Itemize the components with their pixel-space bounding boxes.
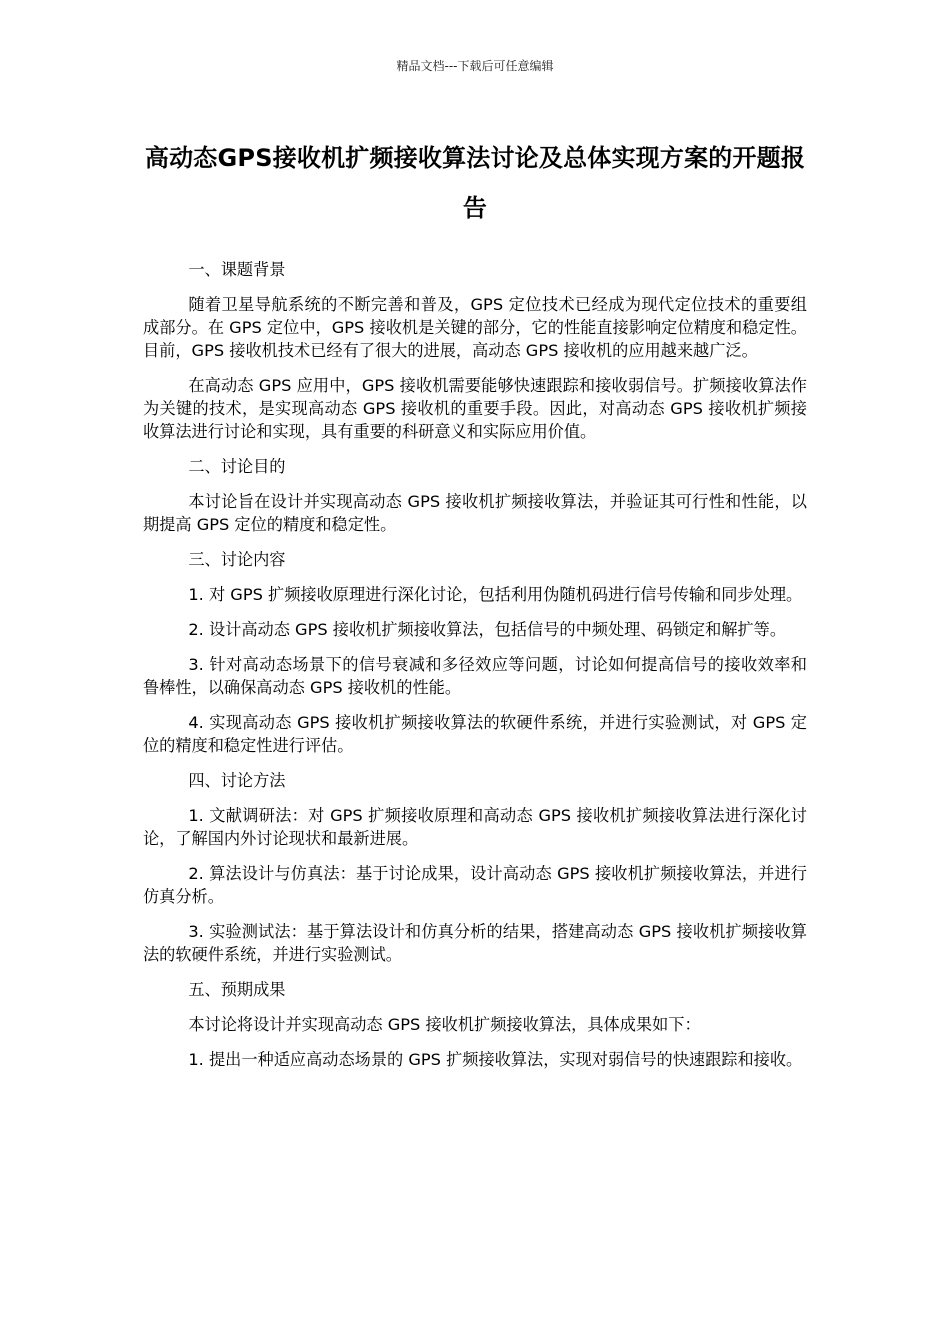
list-item: 1. 提出一种适应高动态场景的 GPS 扩频接收算法，实现对弱信号的快速跟踪和接收。 [188, 1050, 803, 1069]
section-heading-background: 一、课题背景 [188, 260, 286, 279]
list-item: 3. 针对高动态场景下的信号衰减和多径效应等问题，讨论如何提高信号的接收效率和鲁棒性，以确保高动态 GPS 接收机的性能。 [143, 655, 807, 697]
paragraph: 随着卫星导航系统的不断完善和普及，GPS 定位技术已经成为现代定位技术的重要组成部分。在 GPS 定位中，GPS 接收机是关键的部分，它的性能直接影响定位精度和稳定性。目前，GPS 接收机技术已经有了很大的进展，高动态 GPS 接收机的应用越来越广泛。 [143, 295, 807, 360]
list-item: 3. 实验测试法：基于算法设计和仿真分析的结果，搭建高动态 GPS 接收机扩频接收算法的软硬件系统，并进行实验测试。 [143, 922, 807, 964]
section-heading-purpose: 二、讨论目的 [188, 457, 286, 476]
list-item: 4. 实现高动态 GPS 接收机扩频接收算法的软硬件系统，并进行实验测试，对 GPS 定位的精度和稳定性进行评估。 [143, 713, 807, 755]
section-heading-methods: 四、讨论方法 [188, 771, 286, 790]
paragraph: 本讨论旨在设计并实现高动态 GPS 接收机扩频接收算法，并验证其可行性和性能，以期提高 GPS 定位的精度和稳定性。 [143, 492, 807, 534]
paragraph: 本讨论将设计并实现高动态 GPS 接收机扩频接收算法，具体成果如下： [188, 1015, 701, 1034]
list-item: 2. 设计高动态 GPS 接收机扩频接收算法，包括信号的中频处理、码锁定和解扩等。 [188, 620, 787, 639]
document-body [143, 258, 807, 1083]
section-heading-content: 三、讨论内容 [188, 550, 286, 569]
page-header: 精品文档---下载后可任意编辑 [396, 59, 554, 73]
paragraph: 在高动态 GPS 应用中，GPS 接收机需要能够快速跟踪和接收弱信号。扩频接收算法作为关键的技术，是实现高动态 GPS 接收机的重要手段。因此，对高动态 GPS 接收机扩频接收算法进行讨论和实现，具有重要的科研意义和实际应用价值。 [143, 376, 807, 441]
list-item: 1. 对 GPS 扩频接收原理进行深化讨论，包括利用伪随机码进行信号传输和同步处理。 [188, 585, 803, 604]
list-item: 2. 算法设计与仿真法：基于讨论成果，设计高动态 GPS 接收机扩频接收算法，并进行仿真分析。 [143, 864, 807, 906]
document-title: 高动态GPS接收机扩频接收算法讨论及总体实现方案的开题报告 [144, 144, 806, 222]
list-item: 1. 文献调研法：对 GPS 扩频接收原理和高动态 GPS 接收机扩频接收算法进行深化讨论，了解国内外讨论现状和最新进展。 [143, 806, 807, 848]
section-heading-results: 五、预期成果 [188, 980, 286, 999]
